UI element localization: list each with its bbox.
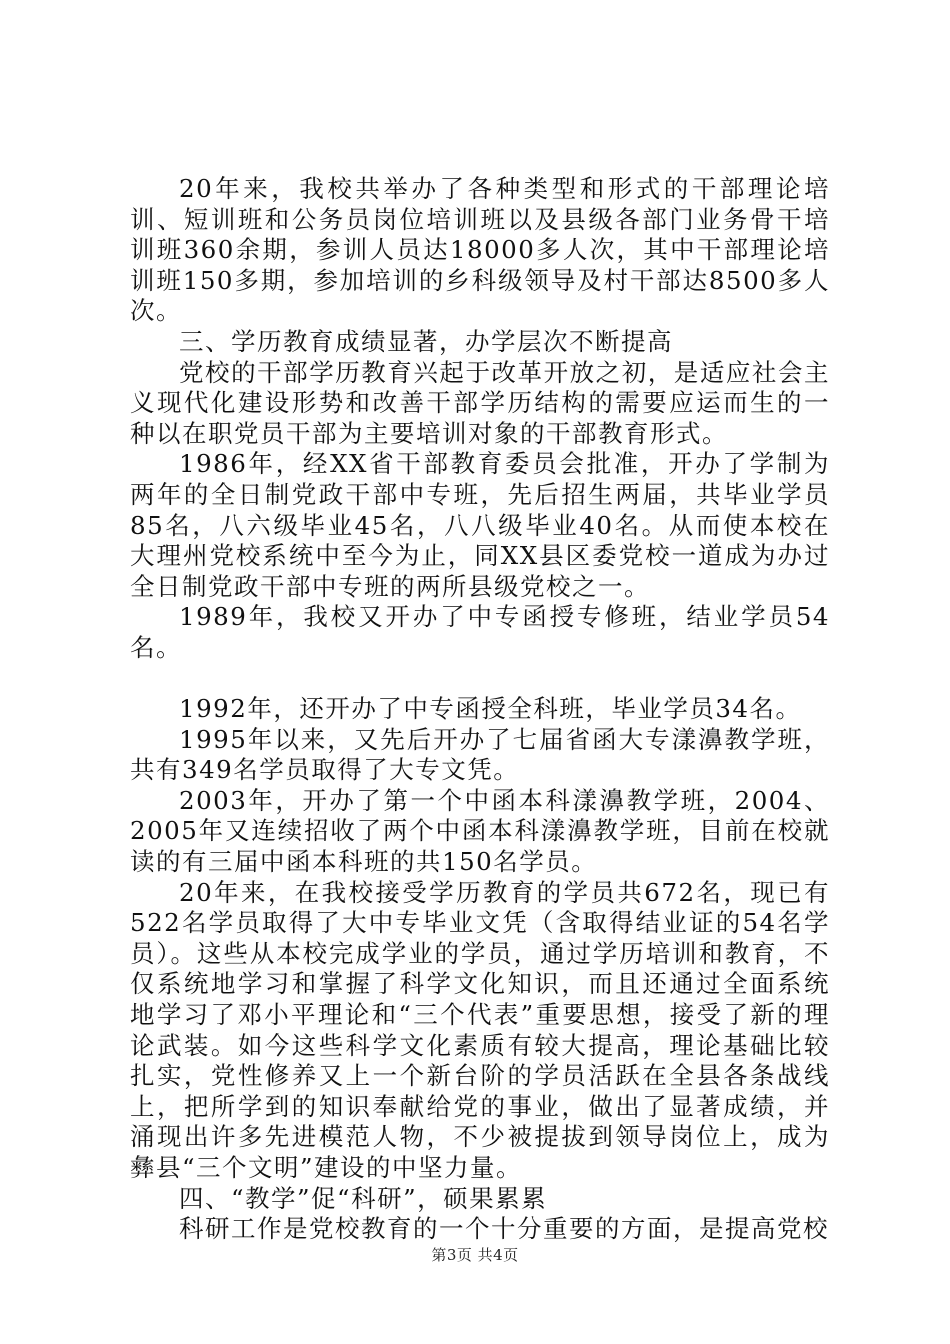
paragraph-2003: 2003年，开办了第一个中函本科漾濞教学班，2004、2005年又连续招收了两个中函本科漾濞教学班，目前在校就读的有三届中函本科班的共150名学员。 <box>130 785 830 877</box>
document-body <box>130 174 830 1245</box>
section-heading-research: 四、“教学”促“科研”，硕果累累 <box>179 1183 548 1213</box>
section-heading-education: 三、学历教育成绩显著，办学层次不断提高 <box>179 326 673 356</box>
paragraph-1989: 1989年，我校又开办了中专函授专修班，结业学员54名。 <box>130 602 830 662</box>
paragraph-1995: 1995年以来，又先后开办了七届省函大专漾濞教学班，共有349名学员取得了大专文凭。 <box>130 724 830 785</box>
paragraph-1986: 1986年，经XX省干部教育委员会批准，开办了学制为两年的全日制党政干部中专班，先后招生两届，共毕业学员85名，八六级毕业45名，八八级毕业40名。从而使本校在大理州党校系统中至今为止，同XX县区委党校一道成为办过全日制党政干部中专班的两所县级党校之一。 <box>130 449 830 601</box>
paragraph-training-summary: 20年来，我校共举办了各种类型和形式的干部理论培训、短训班和公务员岗位培训班以及县级各部门业务骨干培训班360余期，参训人员达18000多人次，其中干部理论培训班150多期，参加培训的乡科级领导及村干部达8500多人次。 <box>130 174 830 326</box>
paragraph-education-origin: 党校的干部学历教育兴起于改革开放之初，是适应社会主义现代化建设形势和改善干部学历结构的需要应运而生的一种以在职党员干部为主要培训对象的干部教育形式。 <box>130 357 830 448</box>
paragraph-research: 科研工作是党校教育的一个十分重要的方面，是提高党校 <box>179 1214 829 1244</box>
page-footer: 第3页 共4页 <box>431 1246 519 1264</box>
paragraph-1992: 1992年，还开办了中专函授全科班，毕业学员34名。 <box>179 694 802 724</box>
paragraph-20-year-education: 20年来，在我校接受学历教育的学员共672名，现已有522名学员取得了大中专毕业文凭（含取得结业证的54名学员）。这些从本校完成学业的学员，通过学历培训和教育，不仅系统地学习和掌握了科学文化知识，而且还通过全面系统地学习了邓小平理论和“三个代表”重要思想，接受了新的理论武装。如今这些科学文化素质有较大提高，理论基础比较扎实，党性修养又上一个新台阶的学员活跃在全县各条战线上，把所学到的知识奉献给党的事业，做出了显著成绩，并涌现出许多先进模范人物，不少被提拔到领导岗位上，成为彝县“三个文明”建设的中坚力量。 <box>130 877 830 1182</box>
